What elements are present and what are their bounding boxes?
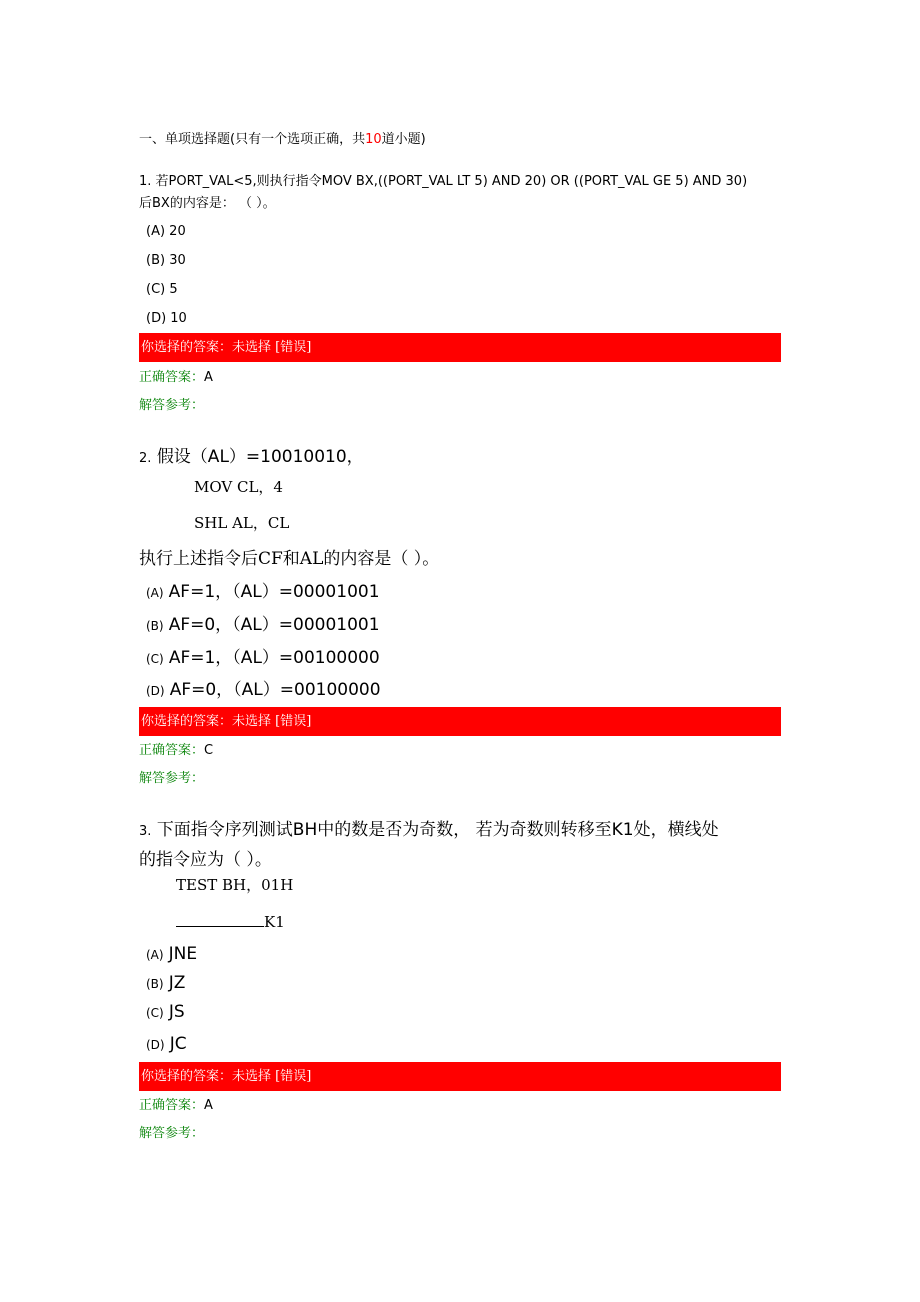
option-text: AF=0，（AL）=00100000 — [169, 680, 381, 700]
question-3-option-a[interactable] — [146, 941, 197, 968]
question-count: 10 — [365, 132, 382, 147]
not-selected-text: 未选择 — [232, 714, 272, 729]
question-2-tail: 执行上述指令后CF和AL的内容是（ ）。 — [139, 549, 440, 569]
option-key: (A) — [146, 948, 164, 962]
correct-answer-label: 正确答案： — [139, 370, 205, 385]
option-key: (C) — [146, 652, 164, 666]
question-1-option-d[interactable]: (D) 10 — [146, 311, 187, 326]
question-3-number: 3. — [139, 824, 152, 839]
question-3-line-1 — [139, 816, 784, 846]
correct-answer-value: C — [204, 743, 214, 758]
section-title — [139, 130, 426, 150]
question-3-your-answer-bar — [139, 1062, 781, 1091]
question-3-code-line-1: TEST BH，01H — [176, 876, 294, 894]
question-2-option-a[interactable] — [146, 579, 380, 606]
option-text: JNE — [168, 944, 198, 964]
option-key: (D) — [146, 684, 165, 698]
question-1-line-2: 后BX的内容是： （ ）。 — [139, 196, 276, 211]
section-title-suffix: 道小题) — [381, 132, 426, 147]
question-3-line-2: 的指令应为（ ）。 — [139, 850, 272, 870]
question-2-text: 假设（AL）=10010010， — [156, 447, 364, 467]
option-text: JC — [169, 1034, 187, 1054]
question-2-option-d[interactable] — [146, 677, 381, 704]
question-2-option-c[interactable] — [146, 645, 380, 672]
question-2-code-line-1: MOV CL，4 — [194, 478, 283, 496]
option-text: AF=1，（AL）=00001001 — [168, 582, 380, 602]
option-key: (D) — [146, 1038, 165, 1052]
correct-answer-label: 正确答案： — [139, 1098, 205, 1113]
question-1-stem — [139, 171, 784, 215]
question-3-option-c[interactable] — [146, 999, 185, 1026]
question-3-text: 下面指令序列测试BH中的数是否为奇数， 若为奇数则转移至K1处，横线处 — [156, 820, 719, 840]
label-k1: K1 — [264, 913, 285, 931]
question-1-correct-answer — [139, 368, 213, 388]
question-2-code-line-2: SHL AL，CL — [194, 514, 290, 532]
question-3-option-d[interactable] — [146, 1031, 187, 1058]
question-2-number: 2. — [139, 451, 152, 466]
wrong-badge: [错误] — [275, 1069, 312, 1084]
option-text: AF=1，（AL）=00100000 — [168, 648, 380, 668]
correct-answer-value: A — [204, 370, 213, 385]
option-text: JS — [168, 1002, 185, 1022]
question-2-stem — [139, 443, 784, 473]
question-3-reference: 解答参考： — [139, 1126, 205, 1141]
question-3-stem — [139, 816, 784, 874]
correct-answer-value: A — [204, 1098, 213, 1113]
question-1-line-1: 1. 若PORT_VAL<5,则执行指令MOV BX,((PORT_VAL LT 5) AND 20) OR ((PORT_VAL GE 5) AND 30) — [139, 174, 748, 189]
question-3-correct-answer — [139, 1096, 213, 1116]
question-2-your-answer-bar — [139, 707, 781, 736]
not-selected-text: 未选择 — [232, 1069, 272, 1084]
question-1-your-answer-bar — [139, 333, 781, 362]
question-1-option-c[interactable]: (C) 5 — [146, 282, 178, 297]
option-key: (B) — [146, 619, 164, 633]
question-1-option-a[interactable]: (A) 20 — [146, 224, 186, 239]
option-key: (B) — [146, 977, 164, 991]
question-2-reference: 解答参考： — [139, 771, 205, 786]
correct-answer-label: 正确答案： — [139, 743, 205, 758]
question-3-code-line-2 — [176, 912, 285, 932]
option-text: AF=0，（AL）=00001001 — [168, 615, 380, 635]
question-2-correct-answer — [139, 741, 213, 761]
wrong-badge: [错误] — [275, 714, 312, 729]
your-answer-label: 你选择的答案： — [141, 714, 233, 729]
fill-in-blank — [176, 912, 264, 927]
option-key: (A) — [146, 586, 164, 600]
question-1-option-b[interactable]: (B) 30 — [146, 253, 186, 268]
question-2-option-b[interactable] — [146, 612, 380, 639]
option-text: JZ — [168, 973, 186, 993]
your-answer-label: 你选择的答案： — [141, 1069, 233, 1084]
not-selected-text: 未选择 — [232, 340, 272, 355]
question-1-reference: 解答参考： — [139, 398, 205, 413]
your-answer-label: 你选择的答案： — [141, 340, 233, 355]
question-3-option-b[interactable] — [146, 970, 185, 997]
wrong-badge: [错误] — [275, 340, 312, 355]
option-key: (C) — [146, 1006, 164, 1020]
section-title-prefix: 一、单项选择题(只有一个选项正确，共 — [139, 132, 366, 147]
